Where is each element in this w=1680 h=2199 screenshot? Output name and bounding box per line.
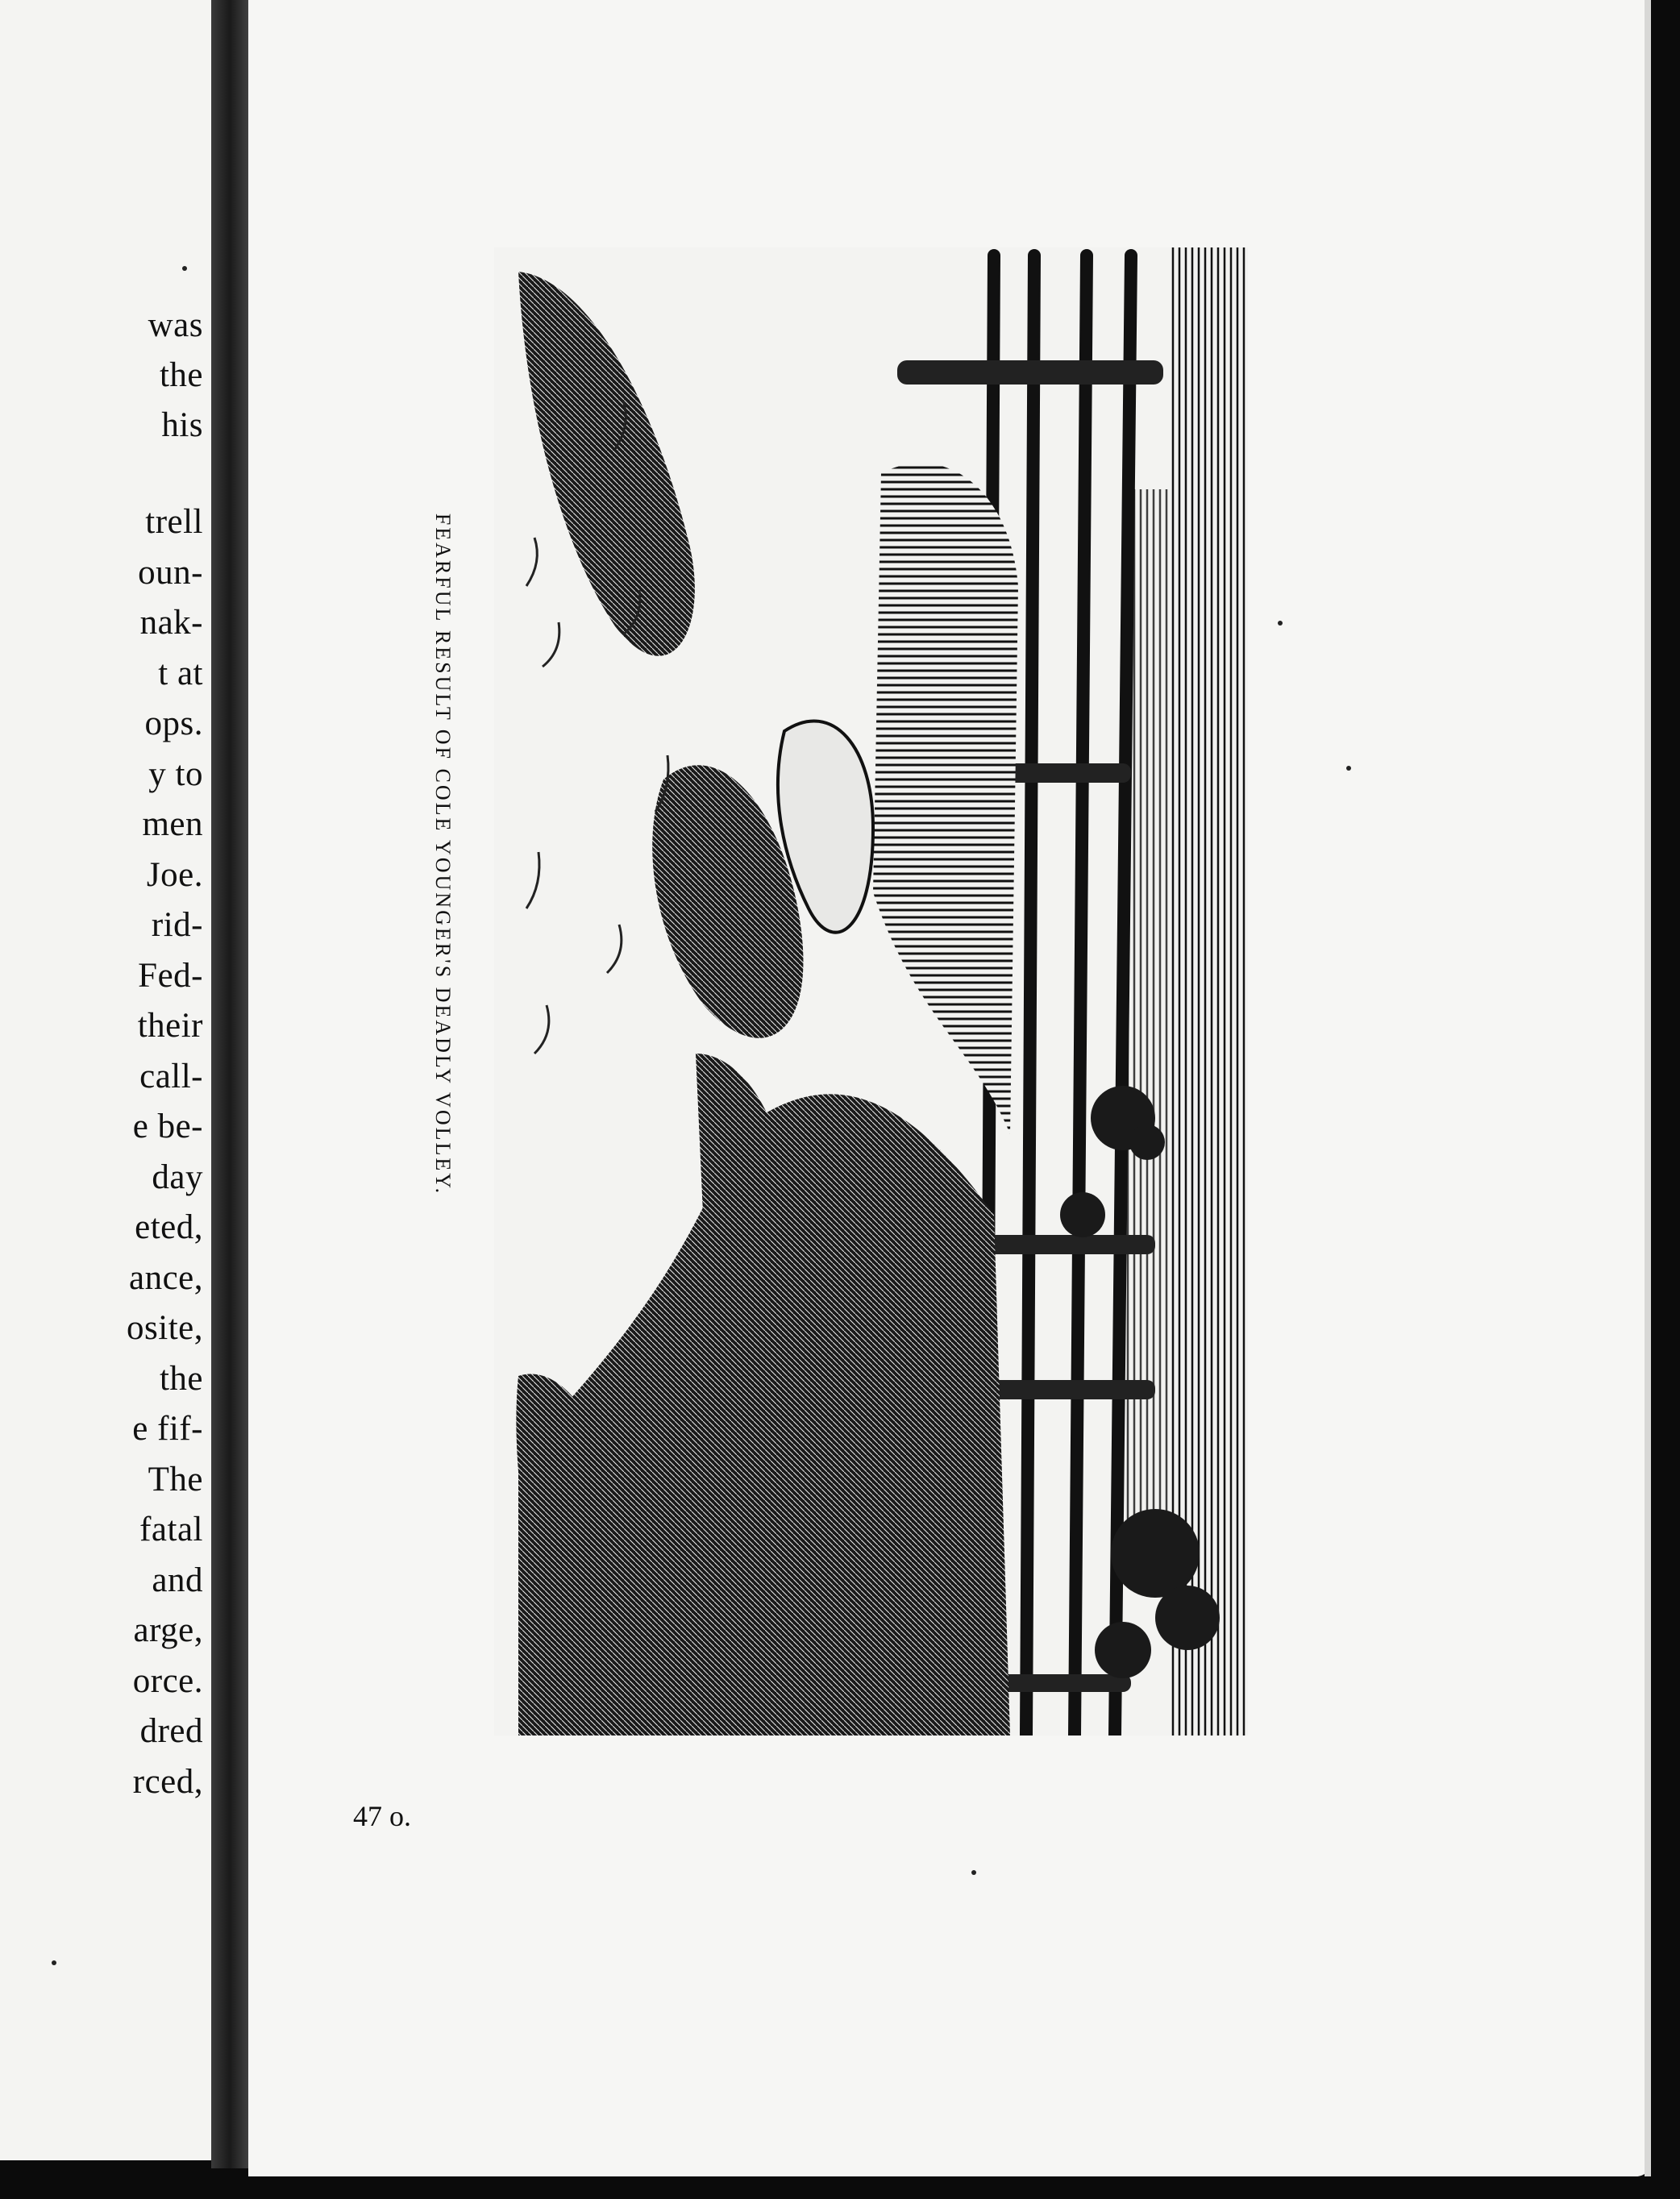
left-page-text-line: trell [145, 503, 203, 541]
page-edge [1645, 0, 1651, 2176]
left-page-text-line: and [152, 1561, 203, 1599]
left-page-text-line: ance, [128, 1258, 203, 1297]
left-page-text-line: arge, [133, 1611, 203, 1649]
page-number: 47 o. [353, 1800, 411, 1832]
left-page-text-line: rced, [132, 1762, 203, 1801]
left-page-text-line: ops. [144, 705, 203, 742]
left-page-text-line: orce. [132, 1661, 203, 1700]
illustration-caption: FEARFUL RESULT OF COLE YOUNGER'S DEADLY VOLLEY. [431, 513, 455, 1196]
ink-speck [52, 1960, 56, 1965]
engraving-illustration [494, 247, 1248, 1736]
ink-speck [1346, 766, 1351, 771]
left-page-text-line: osite, [127, 1309, 203, 1347]
left-page-text-line: eted, [135, 1208, 203, 1246]
left-page-text-line: y to [148, 754, 203, 793]
sky-hatching [1171, 247, 1248, 1736]
ink-speck [182, 266, 187, 271]
left-page-text-line: Fed- [138, 956, 203, 995]
left-page-text-line: the [159, 356, 203, 394]
left-page-text-line: e fif- [132, 1410, 203, 1448]
left-page-text-line: The [148, 1460, 203, 1499]
left-page-text-line: Joe. [146, 855, 203, 894]
left-page-text-line: his [161, 406, 203, 444]
left-page-text-line: was [148, 306, 203, 344]
left-page-text-line: call- [139, 1057, 203, 1095]
ink-speck [1278, 621, 1283, 626]
left-page-text-line: the [159, 1359, 203, 1398]
left-page-text-line: nak- [139, 604, 203, 642]
left-page-text-line: fatal [139, 1511, 203, 1548]
left-page-text-line: t at [158, 654, 203, 692]
left-page-text-line: e be- [132, 1108, 203, 1145]
ink-speck [971, 1870, 976, 1875]
left-page-text-line: their [137, 1007, 203, 1045]
left-page-text-line: rid- [151, 906, 203, 944]
left-page-text-line: oun- [138, 553, 203, 592]
left-page-text-line: dred [139, 1712, 203, 1750]
left-page-text-line: day [152, 1158, 203, 1196]
left-page [0, 0, 211, 2160]
left-page-text-line: men [142, 805, 203, 843]
